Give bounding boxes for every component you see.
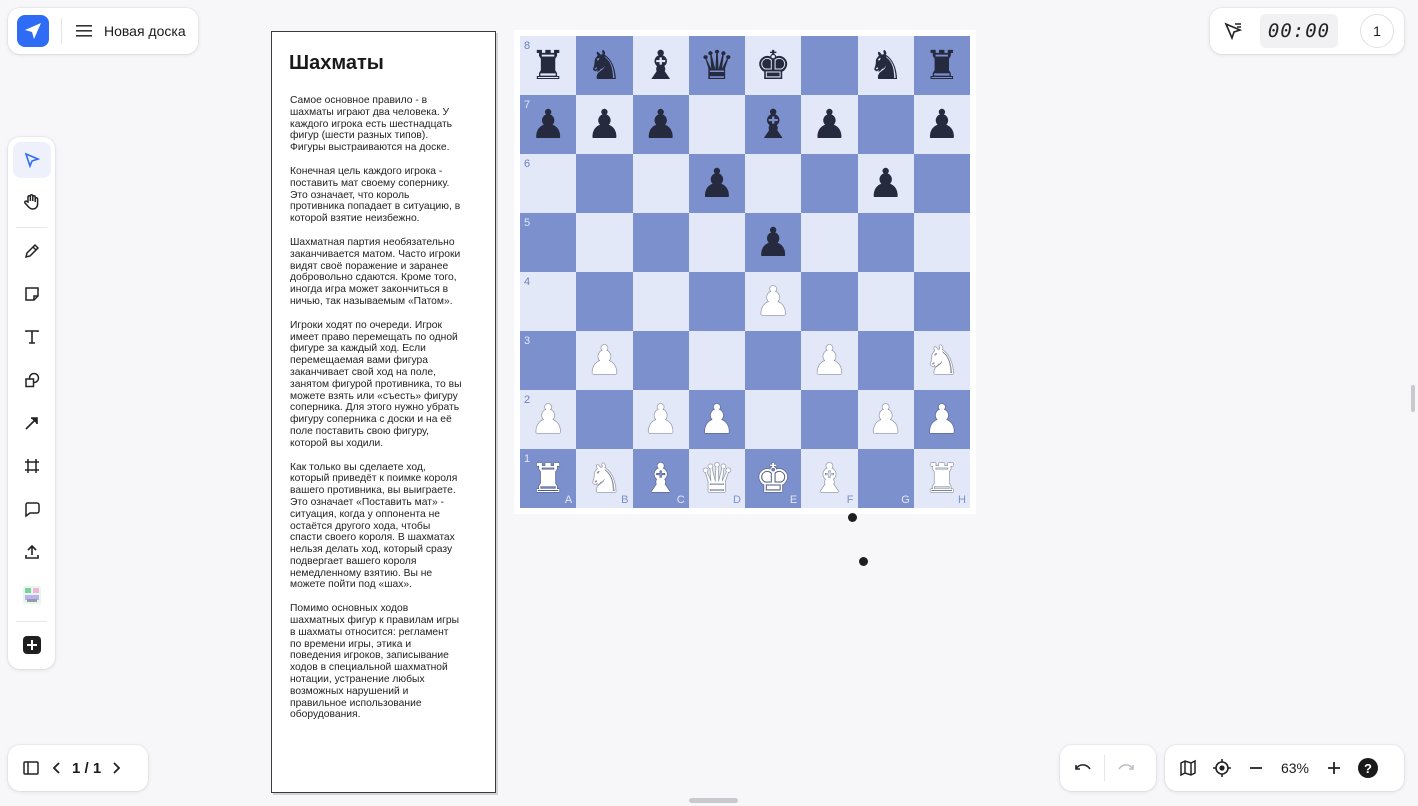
board-square-e5[interactable] [745, 213, 801, 272]
board-square-e8[interactable] [745, 36, 801, 95]
board-square-d5[interactable] [689, 213, 745, 272]
black-pawn-icon[interactable]: ♟ [867, 160, 904, 207]
black-bishop-icon[interactable]: ♝ [642, 42, 679, 89]
board-square-f7[interactable] [801, 95, 857, 154]
white-queen-icon[interactable]: ♛ [698, 455, 735, 502]
board-square-a7[interactable] [520, 95, 576, 154]
page-indicator: 1 / 1 [72, 759, 102, 777]
board-square-c6[interactable] [633, 154, 689, 213]
board-square-h5[interactable] [914, 213, 970, 272]
black-rook-icon[interactable]: ♜ [923, 42, 960, 89]
board-square-g8[interactable] [858, 36, 914, 95]
prev-page-icon[interactable] [48, 751, 66, 785]
board-square-h3[interactable] [914, 331, 970, 390]
arrow-icon [23, 414, 41, 432]
white-rook-icon[interactable]: ♜ [530, 455, 567, 502]
divider [61, 18, 62, 44]
templates-icon [17, 580, 47, 610]
board-square-g6[interactable] [858, 154, 914, 213]
templates-tool-button[interactable] [13, 577, 51, 613]
board-square-d7[interactable] [689, 95, 745, 154]
black-pawn-icon[interactable]: ♟ [530, 101, 567, 148]
pen-tool-button[interactable] [13, 233, 51, 269]
white-bishop-icon[interactable]: ♝ [642, 455, 679, 502]
black-pawn-icon[interactable]: ♟ [642, 101, 679, 148]
app-logo-icon[interactable] [17, 15, 49, 47]
text-icon [23, 328, 41, 346]
canvas-dot[interactable] [848, 513, 857, 522]
board-square-g5[interactable] [858, 213, 914, 272]
board-square-f6[interactable] [801, 154, 857, 213]
white-pawn-icon[interactable]: ♟ [698, 396, 735, 443]
rank-label: 1 [524, 453, 531, 465]
board-square-a5[interactable] [520, 213, 576, 272]
follow-cursor-icon[interactable] [1216, 14, 1250, 48]
select-tool-button[interactable] [13, 142, 51, 178]
file-label: H [958, 494, 966, 506]
rank-label: 3 [524, 335, 531, 347]
board-square-c7[interactable] [633, 95, 689, 154]
text-tool-button[interactable] [13, 319, 51, 355]
map-icon[interactable] [1171, 751, 1205, 785]
upload-tool-button[interactable] [13, 534, 51, 570]
board-square-b2[interactable] [576, 390, 632, 449]
board-square-d4[interactable] [689, 272, 745, 331]
chess-board [520, 36, 970, 508]
board-square-c5[interactable] [633, 213, 689, 272]
board-square-a3[interactable] [520, 331, 576, 390]
undo-icon[interactable] [1066, 751, 1100, 785]
board-square-b7[interactable] [576, 95, 632, 154]
card-paragraph: Как только вы сделаете ход, который приведёт к поимке короля вашего противника, вы выиграете. Это означает «Поставить мат» - ситуация, когда у оппонента не остаётся другого хода, чтобы спасти своего короля. В шахматах нельзя делать ход, который сразу подвергает вашего короля немедленному взятию. Вы не можете пойти под «шах». [290, 461, 458, 591]
board-square-h8[interactable] [914, 36, 970, 95]
board-square-a8[interactable] [520, 36, 576, 95]
card-paragraph: Самое основное правило - в шахматы играют два человека. У каждого игрока есть шестнадцать фигур (шести разных типов). Фигуры выстраиваются на доске. [290, 95, 453, 154]
white-knight-icon[interactable]: ♞ [586, 455, 623, 502]
board-square-e4[interactable] [745, 272, 801, 331]
black-bishop-icon[interactable]: ♝ [755, 101, 792, 148]
file-label: C [676, 494, 685, 506]
card-paragraph: Конечная цель каждого игрока - поставить мат своему сопернику. Это означает, что король противника попадает в ситуацию, в которой взятие неизбежно. [290, 165, 461, 225]
divider [16, 227, 47, 228]
rank-label: 5 [524, 217, 531, 229]
hand-icon [23, 193, 41, 211]
upload-icon [23, 543, 41, 561]
white-pawn-icon[interactable]: ♟ [923, 396, 960, 443]
menu-icon[interactable] [74, 21, 94, 41]
board-square-g2[interactable] [858, 390, 914, 449]
black-rook-icon[interactable]: ♜ [530, 42, 567, 89]
rank-label: 2 [524, 394, 531, 406]
frame-tool-button[interactable] [13, 448, 51, 484]
black-pawn-icon[interactable]: ♟ [811, 101, 848, 148]
board-square-f3[interactable] [801, 331, 857, 390]
board-square-e2[interactable] [745, 390, 801, 449]
board-square-d1[interactable] [689, 449, 745, 508]
sticky-note-icon [23, 285, 41, 303]
help-button[interactable] [1351, 751, 1385, 785]
history-controls [1060, 745, 1156, 791]
black-knight-icon[interactable]: ♞ [867, 42, 904, 89]
session-panel [1210, 8, 1404, 54]
board-square-h4[interactable] [914, 272, 970, 331]
board-square-c4[interactable] [633, 272, 689, 331]
board-square-c1[interactable] [633, 449, 689, 508]
board-square-d2[interactable] [689, 390, 745, 449]
white-knight-icon[interactable]: ♞ [923, 337, 960, 384]
board-square-a4[interactable] [520, 272, 576, 331]
white-pawn-icon[interactable]: ♟ [755, 278, 792, 325]
shapes-tool-button[interactable] [13, 362, 51, 398]
sidebar-toggle-icon[interactable] [14, 751, 48, 785]
white-king-icon[interactable]: ♚ [755, 455, 792, 502]
board-square-b3[interactable] [576, 331, 632, 390]
board-square-b4[interactable] [576, 272, 632, 331]
comment-tool-button[interactable] [13, 491, 51, 527]
zoom-level[interactable]: 63% [1280, 760, 1310, 776]
board-square-f5[interactable] [801, 213, 857, 272]
file-label: E [789, 494, 798, 506]
board-square-e6[interactable] [745, 154, 801, 213]
board-square-e3[interactable] [745, 331, 801, 390]
board-square-c8[interactable] [633, 36, 689, 95]
file-label: G [901, 494, 910, 506]
board-square-c2[interactable] [633, 390, 689, 449]
black-pawn-icon[interactable]: ♟ [923, 101, 960, 148]
pen-icon [23, 242, 41, 260]
file-label: B [621, 494, 629, 506]
board-title[interactable]: Новая доска [104, 23, 186, 39]
rank-label: 6 [524, 158, 531, 170]
divider [1104, 755, 1105, 781]
board-square-e1[interactable] [745, 449, 801, 508]
board-square-f1[interactable] [801, 449, 857, 508]
board-square-h2[interactable] [914, 390, 970, 449]
page-navigator [8, 745, 148, 791]
board-square-g3[interactable] [858, 331, 914, 390]
card-paragraph: Шахматная партия необязательно заканчивается матом. Часто игроки видят своё поражение и заранее добровольно сдаются. Кроме того, иногда игра может закончиться в ничью, так называемым «Патом». [290, 236, 461, 307]
board-square-a6[interactable] [520, 154, 576, 213]
rank-label: 8 [524, 40, 531, 52]
board-square-b1[interactable] [576, 449, 632, 508]
card-title: Шахматы [289, 52, 384, 74]
rank-label: 7 [524, 99, 531, 111]
board-square-b6[interactable] [576, 154, 632, 213]
board-header [8, 8, 198, 54]
white-pawn-icon[interactable]: ♟ [811, 337, 848, 384]
timer-display[interactable]: 00:00 [1260, 14, 1338, 48]
card-paragraph: Игроки ходят по очереди. Игрок имеет право перемещать по одной фигуре за каждый ход. Если перемещаемая вами фигура заканчивает свой ход на поле, занятом фигурой противника, то вы можете взять или «съесть» фигуру соперника. Для этого нужно убрать фигуру соперника с доски и на её поле поставить свою фигуру, которой вы ходили. [290, 319, 462, 449]
white-pawn-icon[interactable]: ♟ [867, 396, 904, 443]
text-card[interactable] [271, 31, 496, 793]
board-square-g1[interactable] [858, 449, 914, 508]
board-square-a1[interactable] [520, 449, 576, 508]
next-page-icon[interactable] [107, 751, 125, 785]
card-paragraph: Помимо основных ходов шахматных фигур к правилам игры в шахматы относится: регламент по времени игры, этика и поведения игроков, записывание ходов в специальной шахматной нотации, устранение любых возможных нарушений и правильное использование оборудования. [290, 603, 460, 721]
frame-icon [23, 457, 41, 475]
participants-count[interactable]: 1 [1360, 14, 1394, 48]
board-square-b8[interactable] [576, 36, 632, 95]
fit-to-screen-icon[interactable] [1205, 751, 1239, 785]
board-square-d8[interactable] [689, 36, 745, 95]
board-square-a2[interactable] [520, 390, 576, 449]
board-square-f4[interactable] [801, 272, 857, 331]
white-pawn-icon[interactable]: ♟ [642, 396, 679, 443]
shapes-icon [23, 371, 41, 389]
file-label: A [564, 494, 573, 506]
file-label: F [846, 494, 854, 506]
board-square-f2[interactable] [801, 390, 857, 449]
board-square-g4[interactable] [858, 272, 914, 331]
sticky-note-tool-button[interactable] [13, 276, 51, 312]
board-square-h7[interactable] [914, 95, 970, 154]
black-pawn-icon[interactable]: ♟ [698, 160, 735, 207]
board-square-b5[interactable] [576, 213, 632, 272]
add-button[interactable] [13, 627, 51, 663]
tool-palette [8, 137, 55, 669]
redo-icon[interactable] [1109, 751, 1143, 785]
rank-label: 4 [524, 276, 531, 288]
board-square-e7[interactable] [745, 95, 801, 154]
chess-board-widget[interactable] [514, 30, 976, 514]
board-square-f8[interactable] [801, 36, 857, 95]
board-square-h6[interactable] [914, 154, 970, 213]
canvas-dot[interactable] [859, 557, 868, 566]
board-square-c3[interactable] [633, 331, 689, 390]
white-pawn-icon[interactable]: ♟ [586, 337, 623, 384]
white-rook-icon[interactable]: ♜ [923, 455, 960, 502]
divider [16, 621, 47, 622]
board-square-d3[interactable] [689, 331, 745, 390]
board-square-g7[interactable] [858, 95, 914, 154]
zoom-controls [1165, 745, 1404, 791]
vertical-scrollbar[interactable] [1411, 385, 1415, 412]
horizontal-scrollbar[interactable] [689, 798, 738, 803]
add-icon [22, 635, 42, 655]
cursor-icon [23, 151, 41, 169]
black-king-icon[interactable]: ♚ [755, 42, 792, 89]
white-bishop-icon[interactable]: ♝ [811, 455, 848, 502]
card-body [290, 95, 462, 733]
black-pawn-icon[interactable]: ♟ [755, 219, 792, 266]
hand-tool-button[interactable] [13, 184, 51, 220]
black-queen-icon[interactable]: ♛ [698, 42, 735, 89]
file-label: D [733, 494, 741, 506]
arrow-tool-button[interactable] [13, 405, 51, 441]
help-icon: ? [1358, 758, 1378, 778]
zoom-out-icon[interactable] [1239, 751, 1273, 785]
black-knight-icon[interactable]: ♞ [586, 42, 623, 89]
comment-icon [23, 500, 41, 518]
black-pawn-icon[interactable]: ♟ [586, 101, 623, 148]
zoom-in-icon[interactable] [1317, 751, 1351, 785]
board-square-d6[interactable] [689, 154, 745, 213]
board-square-h1[interactable] [914, 449, 970, 508]
white-pawn-icon[interactable]: ♟ [530, 396, 567, 443]
